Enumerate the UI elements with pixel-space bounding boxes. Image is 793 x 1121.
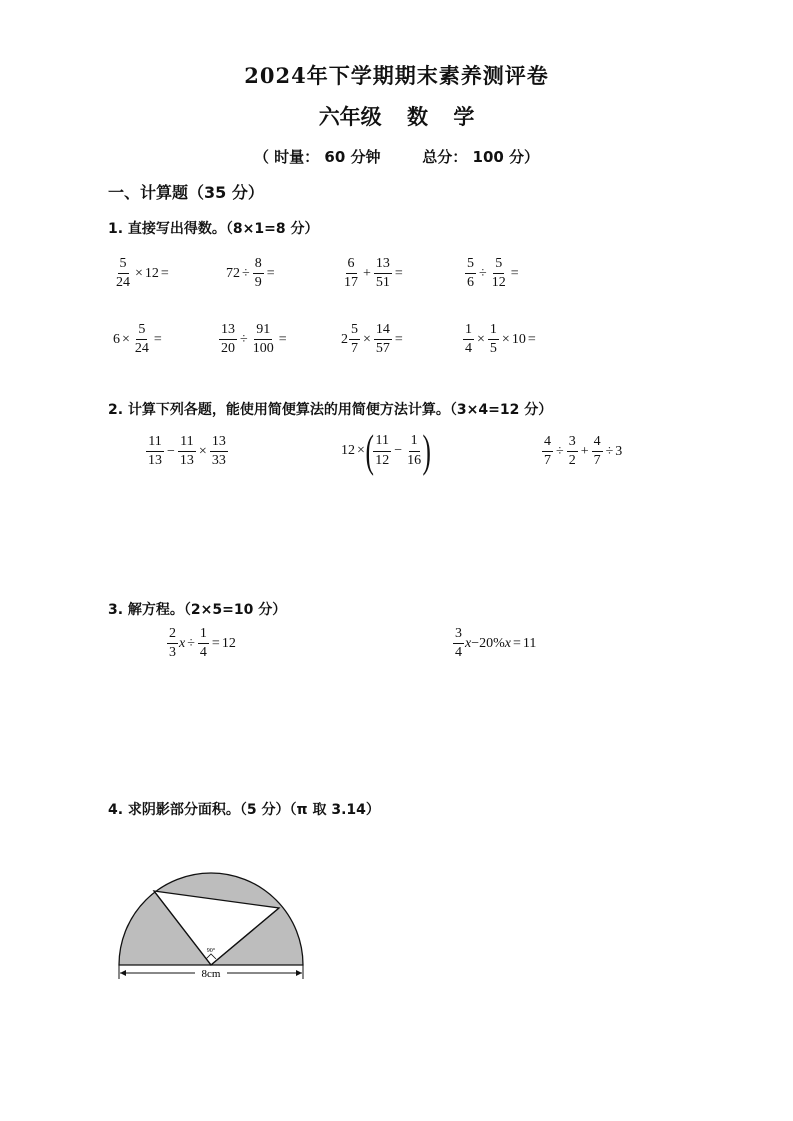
exam-meta bbox=[0, 146, 793, 167]
semicircle-shaded-figure bbox=[110, 862, 315, 987]
fraction: $\frac{8}{9}$ bbox=[254, 256, 262, 291]
q1-item-5: 6 × $\frac{5}{24}$ = bbox=[113, 322, 162, 357]
fraction: $\frac{1}{4}$ bbox=[465, 322, 472, 357]
q1-item-8: $\frac{1}{4}$ × $\frac{1}{5}$ × 10 = bbox=[465, 322, 536, 357]
fraction: $\frac{4}{7}$ bbox=[593, 434, 601, 469]
arrow-right-icon bbox=[296, 970, 302, 976]
fraction: $\frac{13}{51}$ bbox=[375, 256, 390, 291]
q2-expression-2: 12 × ( $\frac{11}{12}$ − $\frac{1}{16}$ ) bbox=[341, 425, 432, 476]
q1-item-2: 72 ÷ $\frac{8}{9}$ = bbox=[226, 256, 275, 291]
fraction: $\frac{2}{3}$ bbox=[169, 626, 176, 661]
fraction: $\frac{1}{4}$ bbox=[199, 626, 207, 661]
fraction: $\frac{3}{4}$ bbox=[455, 626, 462, 661]
q1-item-3: $\frac{6}{17}$ + $\frac{13}{51}$ = bbox=[344, 256, 403, 291]
q1-item-4: $\frac{5}{6}$ ÷ $\frac{5}{12}$ = bbox=[467, 256, 519, 291]
right-angle-label: 90° bbox=[206, 948, 216, 954]
q3-equation-2: $\frac{3}{4}$ x −20% x = 11 bbox=[455, 626, 537, 661]
subject-char-2: 学 bbox=[453, 104, 475, 129]
fraction: $\frac{11}{13}$ bbox=[148, 434, 162, 469]
exam-title: 2024年下学期期末素养测评卷 bbox=[244, 63, 549, 88]
time-label: （ 时量： 60 分钟 bbox=[253, 148, 381, 166]
q2-expression-3: $\frac{4}{7}$ ÷ $\frac{3}{2}$ + $\frac{4}{7}$ ÷ 3 bbox=[544, 434, 623, 469]
grade-subject bbox=[0, 101, 793, 131]
q1-item-1: $\frac{5}{24}$ × 12 = bbox=[116, 256, 169, 291]
fraction: $\frac{11}{12}$ bbox=[375, 433, 390, 468]
fraction: $\frac{4}{7}$ bbox=[544, 434, 551, 469]
fraction: $\frac{5}{6}$ bbox=[467, 256, 474, 291]
fraction: $\frac{11}{13}$ bbox=[179, 434, 194, 469]
fraction: $\frac{14}{57}$ bbox=[375, 322, 390, 357]
q1-item-6: $\frac{13}{20}$ ÷ $\frac{91}{100}$ = bbox=[221, 322, 287, 357]
fraction: $\frac{6}{17}$ bbox=[344, 256, 358, 291]
grade-label: 六年级 bbox=[318, 104, 382, 129]
fraction: $\frac{1}{5}$ bbox=[489, 322, 497, 357]
score-label: 总分： 100 分） bbox=[422, 148, 540, 166]
fraction: $\frac{5}{12}$ bbox=[491, 256, 506, 291]
fraction: $\frac{3}{2}$ bbox=[568, 434, 576, 469]
base-length-label: 8cm bbox=[201, 968, 221, 980]
arrow-left-icon bbox=[120, 970, 126, 976]
section-title: 一、计算题（35 分） bbox=[108, 183, 264, 202]
fraction: $\frac{13}{33}$ bbox=[211, 434, 226, 469]
q2-expression-1: $\frac{11}{13}$ − $\frac{11}{13}$ × $\frac{13}{33}$ bbox=[148, 434, 226, 469]
q4-title: 4. 求阴影部分面积。（5 分）（π 取 3.14） bbox=[108, 802, 380, 818]
subject-char-1: 数 bbox=[407, 104, 428, 129]
fraction: $\frac{5}{24}$ bbox=[116, 256, 130, 291]
q1-title: 1. 直接写出得数。（8×1=8 分） bbox=[108, 221, 319, 237]
fraction: $\frac{13}{20}$ bbox=[221, 322, 235, 357]
fraction: $\frac{91}{100}$ bbox=[252, 322, 274, 357]
fraction: $\frac{1}{16}$ bbox=[407, 433, 422, 468]
q2-title: 2. 计算下列各题，能使用简便算法的用简便方法计算。（3×4=12 分） bbox=[108, 402, 553, 418]
q3-title: 3. 解方程。（2×5=10 分） bbox=[108, 602, 287, 618]
fraction: $\frac{5}{7}$ bbox=[351, 322, 358, 357]
fraction: $\frac{5}{24}$ bbox=[134, 322, 149, 357]
q3-equation-1: $\frac{2}{3}$ x ÷ $\frac{1}{4}$ = 12 bbox=[169, 626, 236, 661]
q1-item-7: 2 $\frac{5}{7}$ × $\frac{14}{57}$ = bbox=[341, 322, 403, 357]
